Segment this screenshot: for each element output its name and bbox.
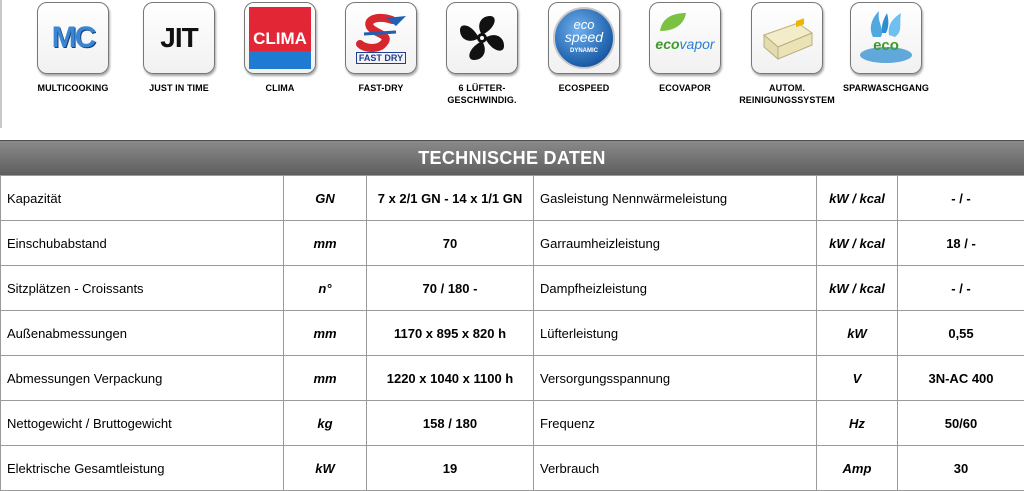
spec-unit: V	[817, 356, 898, 401]
feature-fast-dry	[329, 2, 433, 94]
spec-label: Gasleistung Nennwärmeleistung	[534, 176, 817, 221]
feature-label	[735, 82, 839, 106]
spec-unit: Hz	[817, 401, 898, 446]
feature-label	[430, 82, 534, 106]
feature-fan-speeds	[430, 2, 534, 106]
table-row	[1, 176, 1024, 221]
ecovapor-eco: eco	[655, 36, 679, 52]
spec-label: Nettogewicht / Bruttogewicht	[1, 401, 284, 446]
feature-clima	[228, 2, 332, 94]
spec-value: - / -	[898, 266, 1024, 311]
spec-value: 1220 x 1040 x 1100 h	[367, 356, 534, 401]
spec-value: 30	[898, 446, 1024, 491]
fast-dry-s-symbol	[352, 12, 410, 52]
spec-label: Kapazität	[1, 176, 284, 221]
spec-unit: kW / kcal	[817, 266, 898, 311]
spec-unit: kW / kcal	[817, 221, 898, 266]
eco-wash-icon-text: eco	[851, 37, 921, 54]
ecovapor-icon-text	[655, 36, 714, 52]
spec-value: - / -	[898, 176, 1024, 221]
spec-label: Frequenz	[534, 401, 817, 446]
feature-label: JUST IN TIME	[127, 82, 231, 94]
jit-icon-text: JIT	[160, 22, 197, 54]
spec-unit: kW	[284, 446, 367, 491]
feature-icons	[0, 0, 1024, 128]
ecovapor-icon	[649, 2, 721, 74]
spec-table	[0, 175, 1024, 491]
clima-icon	[244, 2, 316, 74]
spec-label: Dampfheizleistung	[534, 266, 817, 311]
spec-unit: kW / kcal	[817, 176, 898, 221]
feature-label: MULTICOOKING	[21, 82, 125, 94]
eco-wash-icon	[850, 2, 922, 74]
feature-label: CLIMA	[228, 82, 332, 94]
feature-ecospeed	[532, 2, 636, 94]
spec-label: Elektrische Gesamtleistung	[1, 446, 284, 491]
feature-label-line1: AUTOM.	[769, 83, 805, 93]
spec-label: Sitzplätzen - Croissants	[1, 266, 284, 311]
spec-unit: mm	[284, 356, 367, 401]
ecospeed-dynamic-text: DYNAMIC	[570, 45, 598, 57]
feature-multicooking	[21, 2, 125, 94]
spec-unit: kg	[284, 401, 367, 446]
spec-unit: Amp	[817, 446, 898, 491]
spec-label: Außenabmessungen	[1, 311, 284, 356]
fast-dry-icon	[345, 2, 417, 74]
fan-blades	[456, 12, 508, 64]
table-row	[1, 266, 1024, 311]
feature-label-line1: 6 LÜFTER-	[459, 83, 506, 93]
spec-label: Verbrauch	[534, 446, 817, 491]
spec-label: Abmessungen Verpackung	[1, 356, 284, 401]
feature-label-line2: GESCHWINDIG.	[447, 95, 516, 105]
feature-label: ECOSPEED	[532, 82, 636, 94]
section-title: TECHNISCHE DATEN	[0, 140, 1024, 175]
feature-just-in-time	[127, 2, 231, 94]
spec-value: 7 x 2/1 GN - 14 x 1/1 GN	[367, 176, 534, 221]
spec-value: 0,55	[898, 311, 1024, 356]
ecovapor-vapor: vapor	[680, 36, 715, 52]
feature-label: ECOVAPOR	[633, 82, 737, 94]
spec-value: 18 / -	[898, 221, 1024, 266]
feature-auto-cleaning	[735, 2, 839, 106]
spec-unit: kW	[817, 311, 898, 356]
spec-unit: mm	[284, 311, 367, 356]
cleaning-system-icon	[751, 2, 823, 74]
spec-unit: GN	[284, 176, 367, 221]
leaf-icon	[658, 11, 688, 33]
feature-eco-wash	[834, 2, 938, 94]
spec-value: 3N-AC 400	[898, 356, 1024, 401]
spec-label: Lüfterleistung	[534, 311, 817, 356]
spec-value: 70	[367, 221, 534, 266]
table-row	[1, 401, 1024, 446]
table-row	[1, 446, 1024, 491]
feature-label-line2: REINIGUNGSSYSTEM	[739, 95, 835, 105]
spec-label: Einschubabstand	[1, 221, 284, 266]
spec-value: 158 / 180	[367, 401, 534, 446]
detergent-canister	[758, 13, 816, 63]
clima-icon-text: CLIMA	[249, 29, 311, 49]
mc-icon-text: MC	[52, 21, 95, 55]
spec-unit: mm	[284, 221, 367, 266]
table-row	[1, 356, 1024, 401]
spec-label: Garraumheizleistung	[534, 221, 817, 266]
spec-value: 70 / 180 -	[367, 266, 534, 311]
spec-label: Versorgungsspannung	[534, 356, 817, 401]
table-row	[1, 311, 1024, 356]
fan-icon	[446, 2, 518, 74]
jit-icon	[143, 2, 215, 74]
spec-value: 1170 x 895 x 820 h	[367, 311, 534, 356]
spec-unit: n°	[284, 266, 367, 311]
spec-value: 50/60	[898, 401, 1024, 446]
ecospeed-icon	[548, 2, 620, 74]
feature-ecovapor	[633, 2, 737, 94]
feature-label: FAST-DRY	[329, 82, 433, 94]
table-row	[1, 221, 1024, 266]
mc-icon	[37, 2, 109, 74]
fast-dry-icon-text: FAST DRY	[356, 52, 406, 64]
ecospeed-speed-text: speed	[565, 31, 603, 43]
spec-value: 19	[367, 446, 534, 491]
feature-label: SPARWASCHGANG	[834, 82, 938, 94]
ecospeed-eco-text: eco	[574, 19, 595, 31]
